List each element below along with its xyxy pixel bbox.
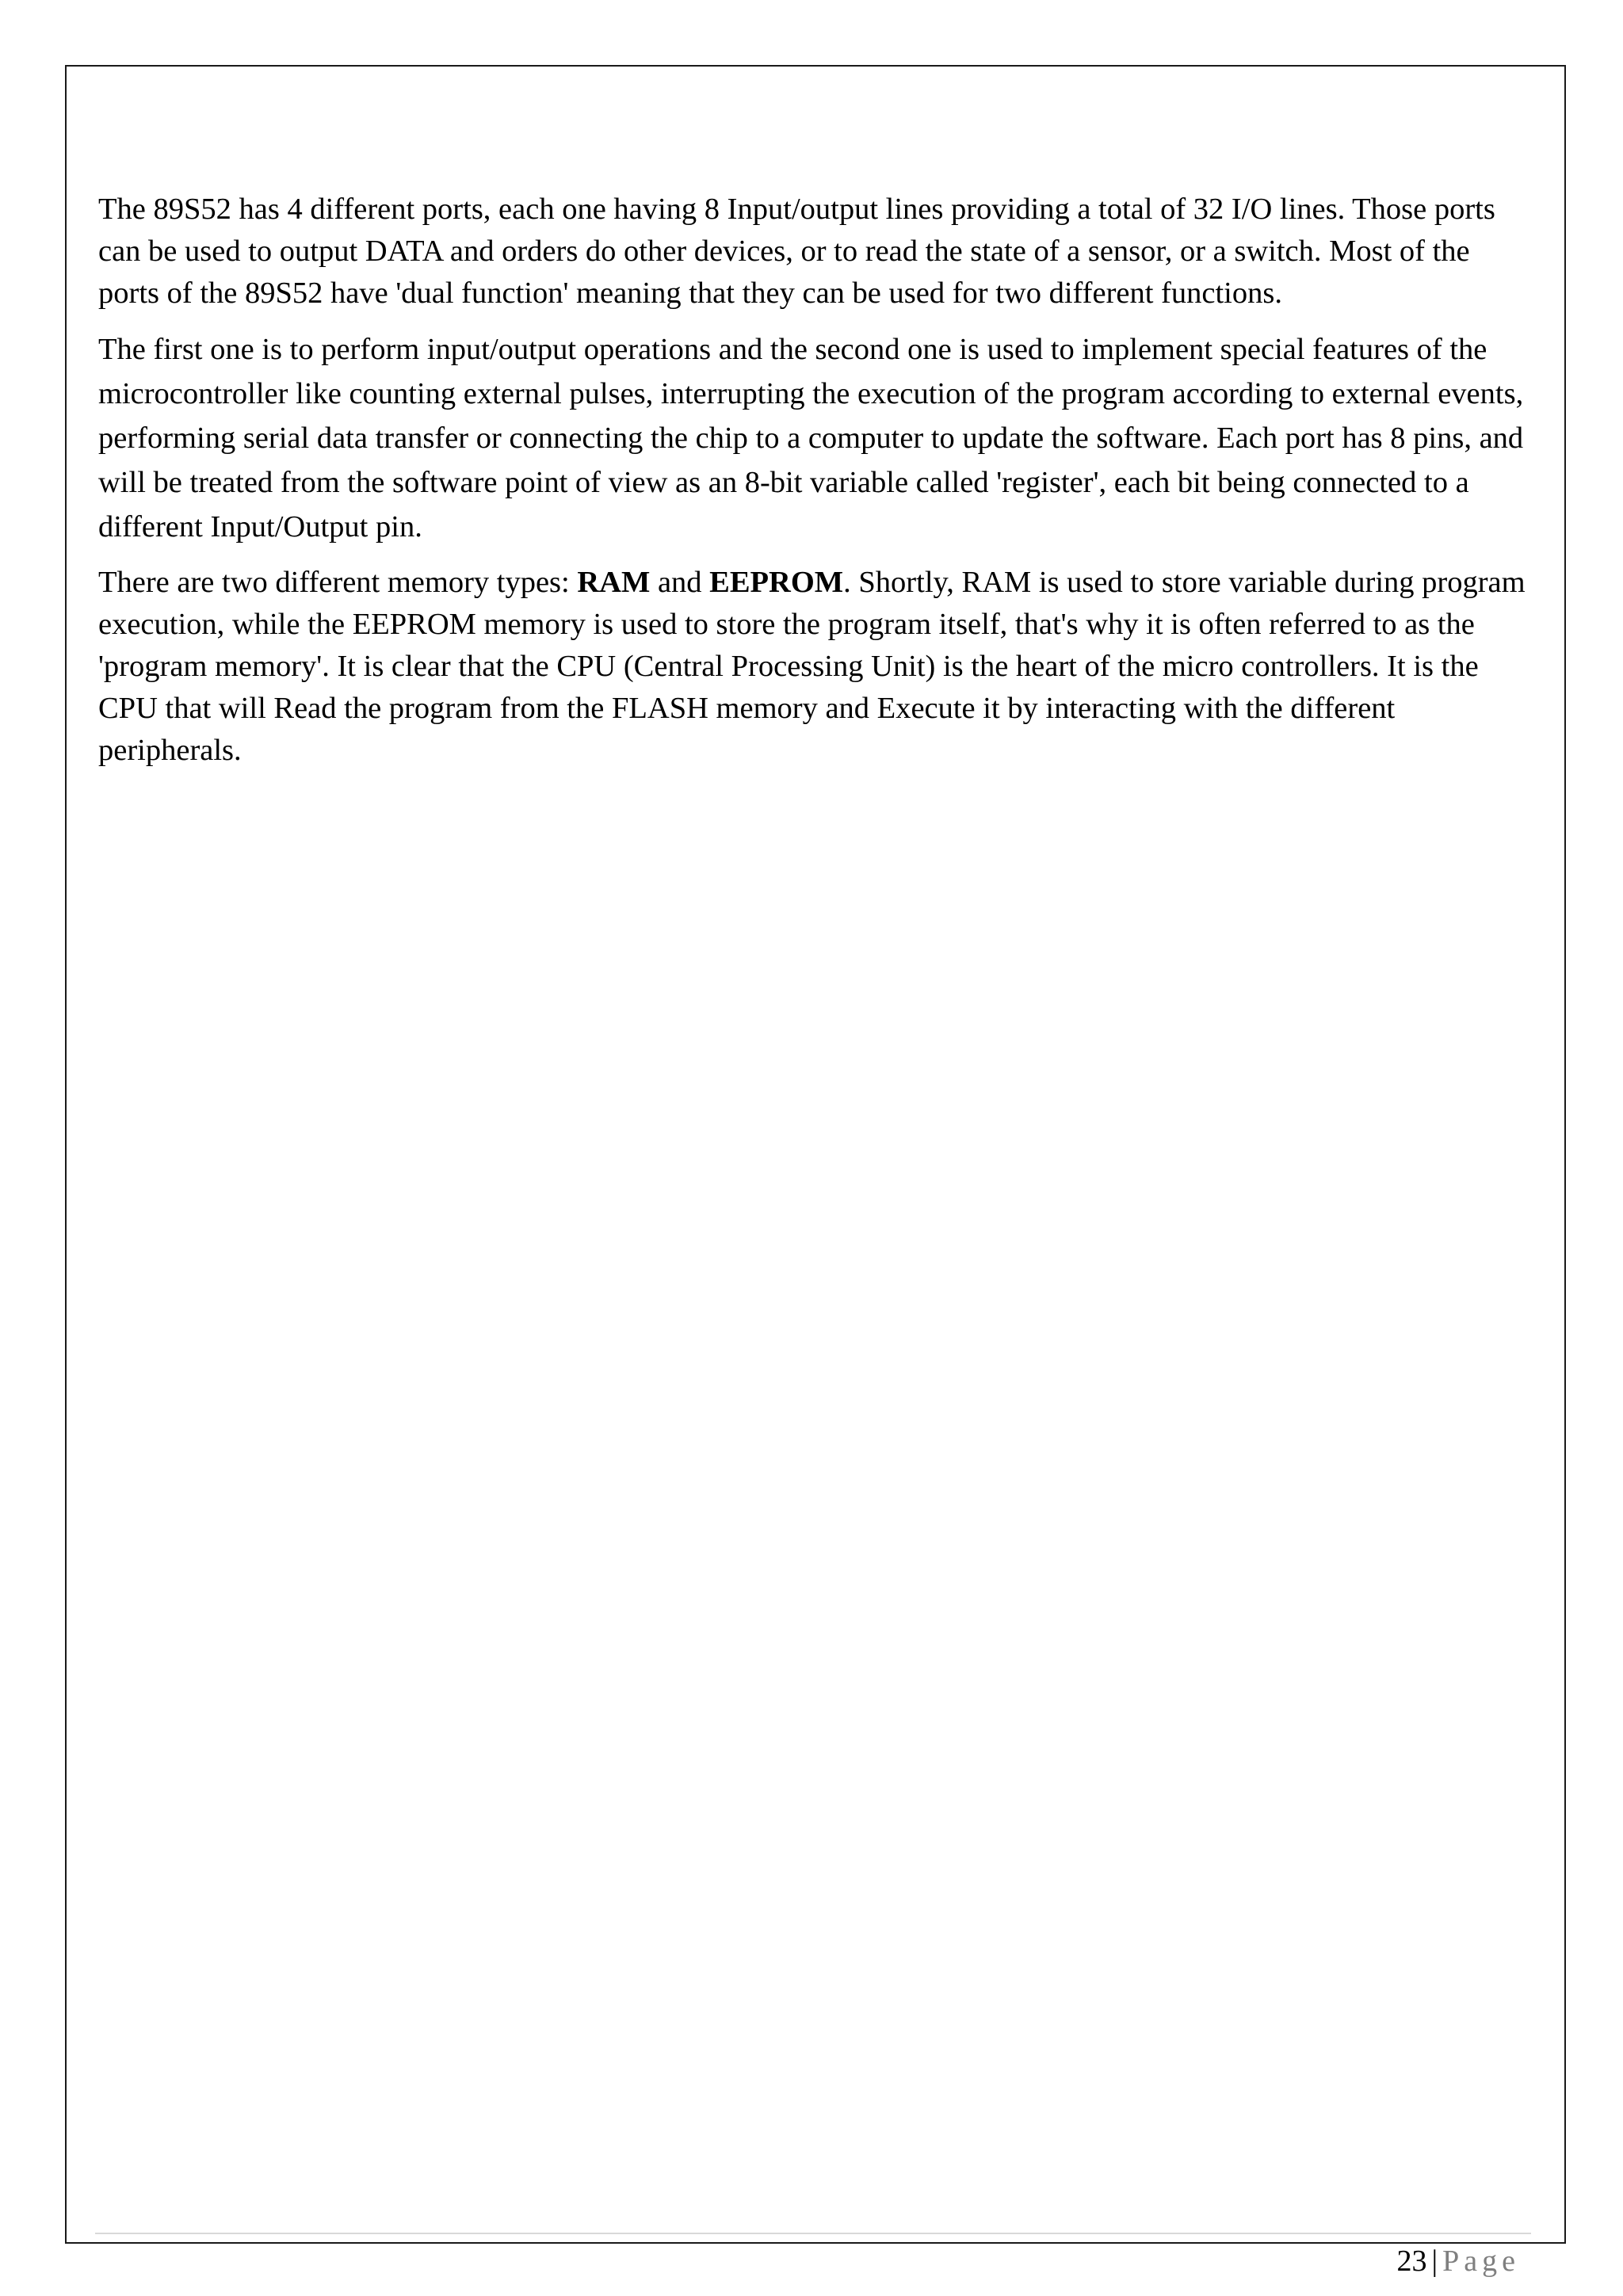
- paragraph-memory: [98, 562, 1534, 772]
- page-number: 23: [1396, 2245, 1427, 2278]
- paragraph-port-functions: The first one is to perform input/output operations and the second one is used to implement special features of the microcontroller like counting external pulses, interrupting the execution of the program according to external events, performing serial data transfer or connecting the chip to a computer to update the software. Each port has 8 pins, and will be treated from the software point of view as an 8-bit variable called 'register', each bit being connected to a different Input/Output pin.: [98, 333, 1524, 543]
- bold-term-ram: RAM: [577, 566, 651, 599]
- paragraph-memory-text-1: There are two different memory types:: [98, 566, 578, 599]
- document-body: [98, 189, 1534, 784]
- bold-term-eeprom: EEPROM: [709, 566, 844, 599]
- paragraph-memory-text-3: . Shortly, RAM is used to store variable during program execution, while the EEPROM memory is used to store the program itself, that's why it is often referred to as the 'program memory'. It is clear that the CPU (Central Processing Unit) is the heart of the micro controllers. It is the CPU that will Read the program from the FLASH memory and Execute it by interacting with the different peripherals.: [98, 566, 1526, 767]
- paragraph-memory-text-2: and: [650, 566, 710, 599]
- paragraph-ports: The 89S52 has 4 different ports, each one having 8 Input/output lines providing a total of 32 I/O lines. Those ports can be used to output DATA and orders do other devices, or to read the state of a sensor, or a switch. Most of the ports of the 89S52 have 'dual function' meaning that they can be used for two different functions.: [98, 193, 1495, 310]
- page-footer: [1397, 2242, 1520, 2280]
- footer-divider: [95, 2233, 1531, 2234]
- page-label: Page: [1442, 2245, 1520, 2278]
- footer-separator: |: [1431, 2245, 1438, 2278]
